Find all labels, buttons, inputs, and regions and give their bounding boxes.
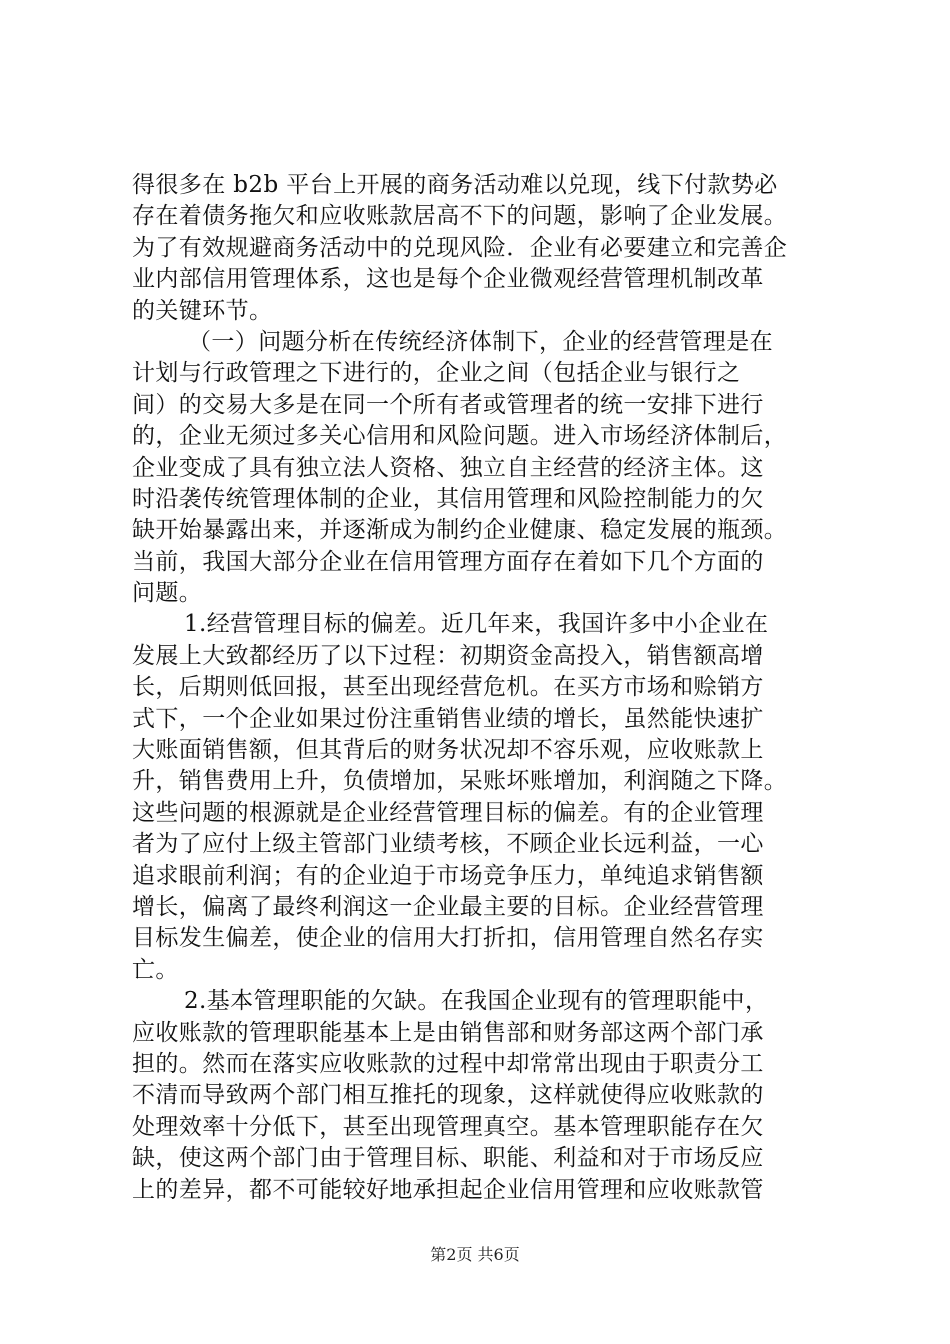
text-line: 亡。 xyxy=(132,956,179,983)
text-line: 缺开始暴露出来，并逐渐成为制约企业健康、稳定发展的瓶颈。 xyxy=(132,517,788,544)
text-line: 问题。 xyxy=(132,580,203,607)
text-line: 升，销售费用上升，负债增加，呆账坏账增加，利润随之下降。 xyxy=(132,768,788,795)
text-line: 得很多在 b2b 平台上开展的商务活动难以兑现，线下付款势必 xyxy=(132,172,778,198)
text-line: 存在着债务拖欠和应收账款居高不下的问题，影响了企业发展。 xyxy=(132,203,788,230)
text-line: 长，后期则低回报，甚至出现经营危机。在买方市场和赊销方 xyxy=(132,674,764,701)
text-line: 发展上大致都经历了以下过程：初期资金高投入，销售额高增 xyxy=(132,642,764,669)
paragraph-start: 2.基本管理职能的欠缺。在我国企业现有的管理职能中， xyxy=(184,988,769,1015)
text-line: 缺，使这两个部门由于管理目标、职能、利益和对于市场反应 xyxy=(132,1145,764,1172)
text-line: 处理效率十分低下，甚至出现管理真空。基本管理职能存在欠 xyxy=(132,1113,764,1140)
text-line: 上的差异，都不可能较好地承担起企业信用管理和应收账款管 xyxy=(132,1176,764,1203)
paragraph-start: （一）问题分析在传统经济体制下，企业的经营管理是在 xyxy=(188,328,773,355)
text-line: 应收账款的管理职能基本上是由销售部和财务部这两个部门承 xyxy=(132,1019,764,1046)
text-line: 大账面销售额，但其背后的财务状况却不容乐观，应收账款上 xyxy=(132,737,764,764)
text-line: 业内部信用管理体系，这也是每个企业微观经营管理机制改革 xyxy=(132,266,764,293)
text-line: 者为了应付上级主管部门业绩考核，不顾企业长远利益，一心 xyxy=(132,831,764,858)
text-line: 间）的交易大多是在同一个所有者或管理者的统一安排下进行 xyxy=(132,391,764,418)
text-line: 时沿袭传统管理体制的企业，其信用管理和风险控制能力的欠 xyxy=(132,485,764,512)
text-line: 计划与行政管理之下进行的，企业之间（包括企业与银行之 xyxy=(132,360,741,387)
text-line: 的关键环节。 xyxy=(132,297,273,324)
paragraph-start: 1.经营管理目标的偏差。近几年来，我国许多中小企业在 xyxy=(184,611,769,638)
text-line: 追求眼前利润；有的企业迫于市场竞争压力，单纯追求销售额 xyxy=(132,862,764,889)
body-text xyxy=(132,170,832,1206)
page-footer xyxy=(0,1243,950,1267)
text-line: 这些问题的根源就是企业经营管理目标的偏差。有的企业管理 xyxy=(132,799,764,826)
text-line: 当前，我国大部分企业在信用管理方面存在着如下几个方面的 xyxy=(132,548,764,575)
text-line: 企业变成了具有独立法人资格、独立自主经营的经济主体。这 xyxy=(132,454,764,481)
page-number: 第2页 共6页 xyxy=(430,1245,520,1264)
text-line: 担的。然而在落实应收账款的过程中却常常出现由于职责分工 xyxy=(132,1050,764,1077)
text-line: 式下，一个企业如果过份注重销售业绩的增长，虽然能快速扩 xyxy=(132,705,764,732)
text-line: 增长，偏离了最终利润这一企业最主要的目标。企业经营管理 xyxy=(132,893,764,920)
text-line: 不清而导致两个部门相互推托的现象，这样就使得应收账款的 xyxy=(132,1082,764,1109)
text-line: 目标发生偏差，使企业的信用大打折扣，信用管理自然名存实 xyxy=(132,925,764,952)
text-line: 为了有效规避商务活动中的兑现风险．企业有必要建立和完善企 xyxy=(132,234,788,261)
text-line: 的，企业无须过多关心信用和风险问题。进入市场经济体制后， xyxy=(132,423,788,450)
